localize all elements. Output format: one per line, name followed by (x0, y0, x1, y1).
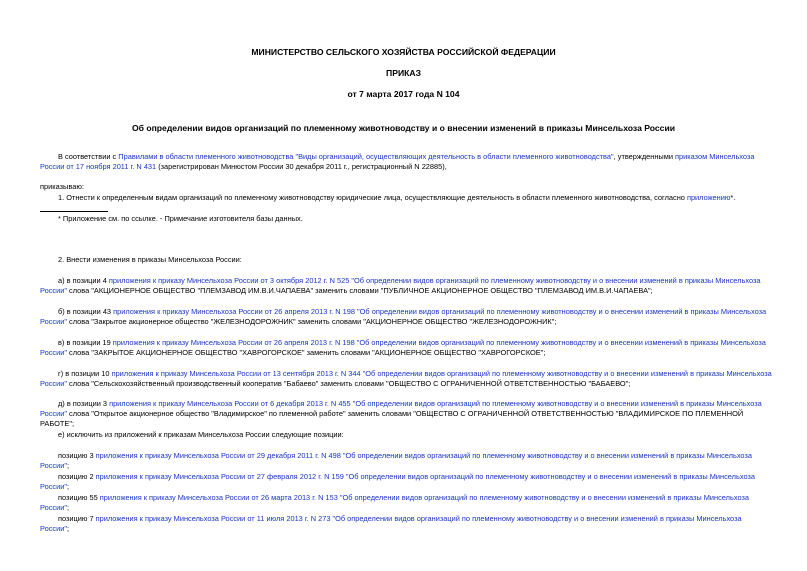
position-text: ; (67, 524, 70, 533)
subitem-text: слова "АКЦИОНЕРНОЕ ОБЩЕСТВО "ПЛЕМЗАВОД ИМ.В.И.ЧАПАЕВА" заменить словами "ПУБЛИЧНОЕ АКЦИОНЕРНОЕ ОБЩЕСТВО "ПЛЕМЗАВОД ИМ.В.И.ЧАПАЕВА"; (67, 286, 653, 295)
rules-link[interactable]: Правилами в области племенного животноводства "Виды организаций, осуществляющих деятельность в области племенного животноводства" (118, 152, 614, 161)
position-text: ; (67, 461, 70, 470)
document-date-number: от 7 марта 2017 года N 104 (347, 89, 460, 99)
position-text: позицию 55 (58, 493, 100, 502)
order-455-link[interactable]: приложения к приказу Минсельхоза России от 6 декабря 2013 г. N 455 "Об определении видов организаций по племенному животноводству и о внесении изменений в приказы Минсельхоза России" (40, 399, 762, 418)
subitem-text: слова "Сельскохозяйственный производственный кооператив "Бабаево" заменить словами "ОБЩЕСТВО С ОГРАНИЧЕННОЙ ОТВЕТСТВЕННОСТЬЮ "БАБАЕВО"; (67, 379, 631, 388)
intro-paragraph (40, 152, 772, 172)
position-text: ; (67, 482, 70, 491)
intro-text: (зарегистрирован Минюстом России 30 декабря 2011 г., регистрационный N 22885), (156, 162, 447, 171)
subitem-text: б) в позиции 43 (58, 307, 114, 316)
order-525-link[interactable]: приложения к приказу Минсельхоза России от 3 октября 2012 г. N 525 "Об определении видов организаций по племенному животноводству и о внесении изменений в приказы Минсельхоза России" (40, 276, 761, 295)
footnote-divider (40, 211, 108, 212)
subitem-a (40, 276, 772, 296)
item-1 (40, 193, 772, 203)
item-2: 2. Внести изменения в приказы Минсельхоза России: (58, 255, 242, 264)
item-text: *. (730, 193, 736, 202)
subitem-text: слова "Открытое акционерное общество "Владимирское" по племенной работе" заменить словами "ОБЩЕСТВО С ОГРАНИЧЕННОЙ ОТВЕТСТВЕННОСТЬЮ "ВЛАДИМИРСКОЕ ПО ПЛЕМЕННОЙ РАБОТЕ"; (40, 409, 744, 428)
position-text: позицию 2 (58, 472, 96, 481)
position-item (40, 514, 772, 534)
order-344-link[interactable]: приложения к приказу Минсельхоза России от 13 сентября 2013 г. N 344 "Об определении видов организаций по племенному животноводству и о внесении изменений в приказы Минсельхоза России" (40, 369, 772, 388)
subitem-v (40, 338, 772, 358)
order-159-link[interactable]: приложения к приказу Минсельхоза России от 27 февраля 2012 г. N 159 "Об определении видов организаций по племенному животноводству и о внесении изменений в приказы Минсельхоза России" (40, 472, 755, 491)
position-text: позицию 7 (58, 514, 96, 523)
order-198-link[interactable]: приложения к приказу Минсельхоза России от 26 апреля 2013 г. N 198 "Об определении видов организаций по племенному животноводству и о внесении изменений в приказы Минсельхоза России" (40, 338, 766, 357)
subitem-text: в) в позиции 19 (58, 338, 113, 347)
intro-text: , утвержденными (613, 152, 675, 161)
subitem-d (40, 399, 772, 429)
subitem-text: а) в позиции 4 (58, 276, 109, 285)
document-title: Об определении видов организаций по племенному животноводству и о внесении изменений в приказы Минсельхоза России (131, 123, 676, 133)
document-type: ПРИКАЗ (386, 68, 421, 78)
footnote: * Приложение см. по ссылке. - Примечание изготовителя базы данных. (58, 214, 303, 223)
position-text: позицию 3 (58, 451, 96, 460)
subitem-e: е) исключить из приложений к приказам Минсельхоза России следующие позиции: (58, 430, 344, 439)
appendix-link[interactable]: приложению (686, 193, 731, 202)
subitem-b (40, 307, 772, 327)
item-text: 1. Отнести к определенным видам организаций по племенному животноводству юридические лица, осуществляющие деятельность в области племенного животноводства, согласно (58, 193, 687, 202)
order-431-link[interactable]: приказом Минсельхоза России от 17 ноября 2011 г. N 431 (40, 152, 755, 171)
subitem-text: слова "Закрытое акционерное общество "ЖЕЛЕЗНОДОРОЖНИК" заменить словами "АКЦИОНЕРНОЕ ОБЩЕСТВО "ЖЕЛЕЗНОДОРОЖНИК"; (67, 317, 557, 326)
order-153-link[interactable]: приложения к приказу Минсельхоза России от 26 марта 2013 г. N 153 "Об определении видов организаций по племенному животноводству и о внесении изменений в приказы Минсельхоза России" (40, 493, 749, 512)
position-text: ; (67, 503, 70, 512)
subitem-text: д) в позиции 3 (58, 399, 110, 408)
position-item (40, 472, 772, 492)
subitem-text: г) в позиции 10 (58, 369, 112, 378)
intro-text: В соответствии с (58, 152, 119, 161)
order-198-link[interactable]: приложения к приказу Минсельхоза России от 26 апреля 2013 г. N 198 "Об определении видов организаций по племенному животноводству и о внесении изменений в приказы Минсельхоза России" (40, 307, 767, 326)
position-item (40, 493, 772, 513)
order-word: приказываю: (40, 182, 84, 191)
position-item (40, 451, 772, 471)
ministry-heading: МИНИСТЕРСТВО СЕЛЬСКОГО ХОЗЯЙСТВА РОССИЙСКОЙ ФЕДЕРАЦИИ (251, 47, 556, 57)
order-273-link[interactable]: приложения к приказу Минсельхоза России от 11 июля 2013 г. N 273 "Об определении видов организаций по племенному животноводству и о внесении изменений в приказы Минсельхоза России" (40, 514, 742, 533)
subitem-g (40, 369, 772, 389)
subitem-text: слова "ЗАКРЫТОЕ АКЦИОНЕРНОЕ ОБЩЕСТВО "ХАВРОГОРСКОЕ" заменить словами "АКЦИОНЕРНОЕ ОБЩЕСТВО "ХАВРОГОРСКОЕ"; (67, 348, 546, 357)
order-498-link[interactable]: приложения к приказу Минсельхоза России от 29 декабря 2011 г. N 498 "Об определении видов организаций по племенному животноводству и о внесении изменений в приказы Минсельхоза России" (40, 451, 752, 470)
